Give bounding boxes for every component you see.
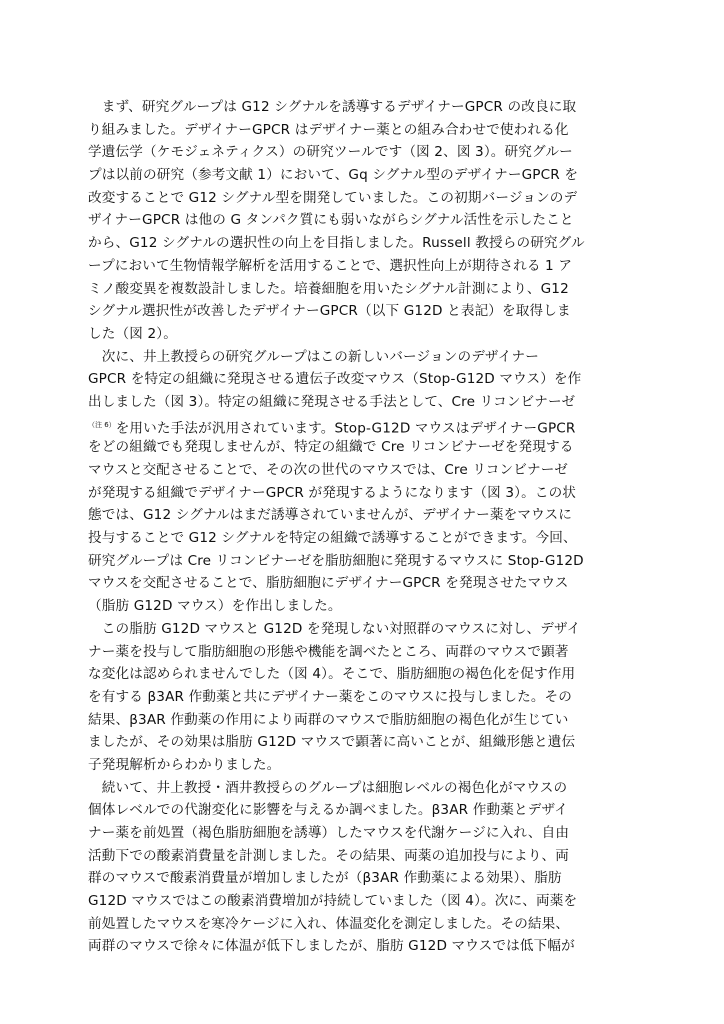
text-line: した（図 2）。 (88, 325, 177, 342)
text-line: シグナル選択性が改善したデザイナーGPCR（以下 G12D と表記）を取得しま (88, 303, 571, 320)
text-line: 群のマウスで酸素消費量が増加しましたが（β3AR 作動薬による効果）、脂肪 (88, 870, 562, 887)
text-line: （脂肪 G12D マウス）を作出しました。 (88, 598, 342, 615)
text-line: が発現する組織でデザイナーGPCR が発現するようになります（図 3）。この状 (88, 484, 577, 501)
footnote-marker: （注 6） (88, 420, 116, 429)
text-line: ザイナーGPCR は他の G タンパク質にも弱いながらシグナル活性を示したこと (88, 212, 574, 229)
text-line: マウスと交配させることで、その次の世代のマウスでは、Cre リコンビナーゼ (88, 462, 568, 478)
text-line-with-note (88, 414, 635, 437)
document-page (88, 96, 635, 958)
text-line: 結果、β3AR 作動薬の作用により両群のマウスで脂肪細胞の褐色化が生じてい (88, 711, 569, 728)
text-line: 学遺伝学（ケモジェネティクス）の研究ツールです（図 2、図 3）。研究グルー (88, 144, 573, 161)
text-line: 研究グループは Cre リコンビナーゼを脂肪細胞に発現するマウスに Stop-G12D (88, 552, 584, 569)
text-line: 前処置したマウスを寒冷ケージに入れ、体温変化を測定しました。その結果、 (88, 915, 570, 932)
text-line: 改変することで G12 シグナル型を開発していました。この初期バージョンのデ (88, 189, 578, 206)
paragraph-2 (88, 346, 635, 618)
text-line: 子発現解析からわかりました。 (88, 756, 281, 773)
paragraph-4 (88, 777, 635, 959)
text-line: 投与することで G12 シグナルを特定の組織で誘導することができます。今回、 (88, 530, 577, 547)
text-line: な変化は認められませんでした（図 4）。そこで、脂肪細胞の褐色化を促す作用 (88, 666, 576, 683)
text-line: この脂肪 G12D マウスと G12D を発現しない対照群のマウスに対し、デザイ (88, 620, 581, 637)
text-line: GPCR を特定の組織に発現させる遺伝子改変マウス（Stop-G12D マウス）を作 (88, 371, 582, 388)
text-line: ナー薬を前処置（褐色脂肪細胞を誘導）したマウスを代謝ケージに入れ、自由 (88, 825, 570, 841)
text-line: を用いた手法が汎用されています。Stop-G12D マウスはデザイナーGPCR (115, 420, 576, 437)
paragraph-1 (88, 96, 635, 346)
text-line: 態では、G12 シグナルはまだ誘導されていませんが、デザイナー薬をマウスに (88, 507, 572, 524)
text-line: を有する β3AR 作動薬と共にデザイナー薬をこのマウスに投与しました。その (88, 688, 573, 705)
text-line: ミノ酸変異を複数設計しました。培養細胞を用いたシグナル計測により、G12 (88, 280, 569, 297)
text-line: をどの組織でも発現しませんが、特定の組織で Cre リコンビナーゼを発現する (88, 439, 574, 456)
text-line: から、G12 シグナルの選択性の向上を目指しました。Russell 教授らの研究グル (88, 235, 585, 252)
text-line: ープにおいて生物情報学解析を活用することで、選択性向上が期待される 1 ア (88, 257, 573, 274)
text-line: 両群のマウスで徐々に体温が低下しましたが、脂肪 G12D マウスでは低下幅が (88, 938, 575, 955)
text-line: まず、研究グループは G12 シグナルを誘導するデザイナーGPCR の改良に取 (88, 99, 577, 115)
paragraph-3 (88, 618, 635, 777)
text-line: 次に、井上教授らの研究グループはこの新しいバージョンのデザイナー (88, 348, 539, 365)
text-line: 続いて、井上教授・酒井教授らのグループは細胞レベルの褐色化がマウスの (88, 779, 568, 796)
text-line: 個体レベルでの代謝変化に影響を与えるか調べました。β3AR 作動薬とデザイ (88, 802, 568, 819)
text-line: り組みました。デザイナーGPCR はデザイナー薬との組み合わせで使われる化 (88, 121, 569, 138)
text-line: G12D マウスではこの酸素消費増加が持続していました（図 4）。次に、両薬を (88, 893, 578, 910)
text-line: マウスを交配させることで、脂肪細胞にデザイナーGPCR を発現させたマウス (88, 575, 569, 592)
text-line: プは以前の研究（参考文献 1）において、Gq シグナル型のデザイナーGPCR を (88, 167, 579, 184)
text-line: 出しました（図 3）。特定の組織に発現させる手法として、Cre リコンビナーゼ (88, 393, 576, 410)
text-line: ましたが、その効果は脂肪 G12D マウスで顕著に高いことが、組織形態と遺伝 (88, 734, 576, 751)
text-line: ナー薬を投与して脂肪細胞の形態や機能を調べたところ、両群のマウスで顕著 (88, 643, 569, 660)
text-line: 活動下での酸素消費量を計測しました。その結果、両薬の追加投与により、両 (88, 847, 570, 864)
